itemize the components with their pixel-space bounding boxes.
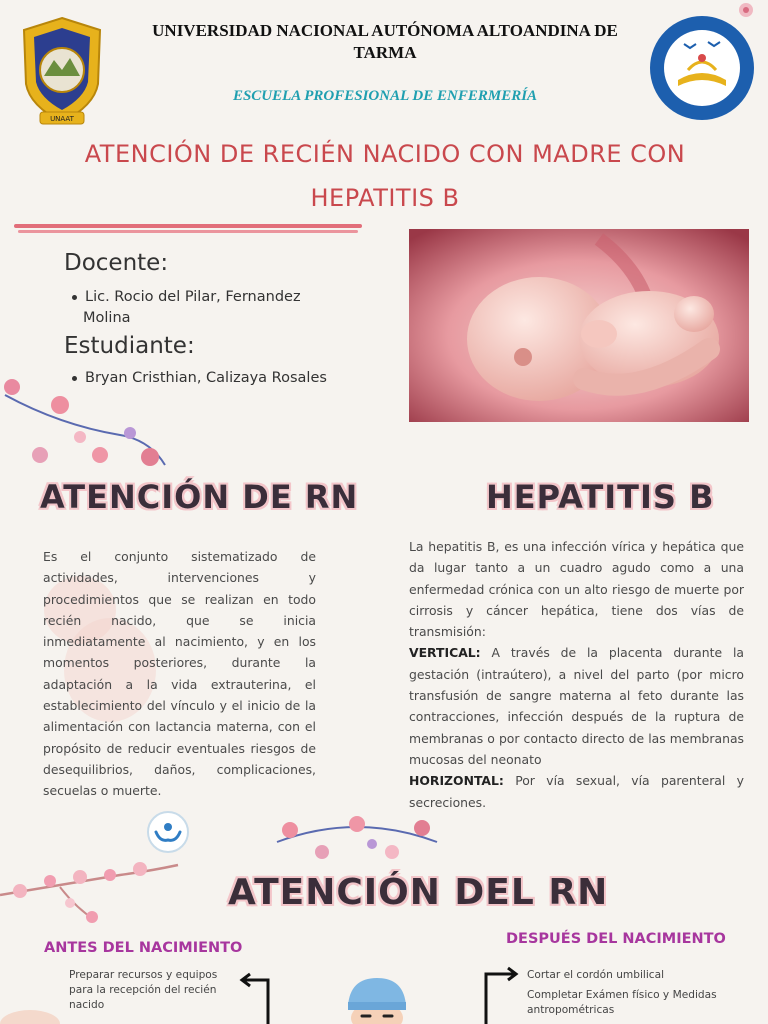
nursing-school-logo: [648, 14, 756, 122]
vertical-text: A través de la placenta durante la gestación (intraútero), a nivel del parto (por micro transfusión de sangre materna al feto durante las contracciones, infección después de la ruptura de membranas o por contacto directo de las membranas mucosas del neonato: [409, 645, 744, 767]
docente-name: [72, 287, 362, 329]
hepatitis-b-title: HEPATITIS B: [486, 478, 715, 516]
despues-nacimiento-title: DESPUÉS DEL NACIMIENTO: [506, 931, 726, 947]
hepatitis-b-text: [409, 536, 744, 813]
doctor-head-icon: [344, 976, 410, 1024]
despues-item-2: Completar Exámen físico y Medidas antropométricas: [527, 989, 717, 1016]
flower-garland-decoration-icon: [272, 812, 442, 864]
university-name: UNIVERSIDAD NACIONAL AUTÓNOMA ALTOANDINA DE TARMA: [152, 21, 618, 62]
poster-title: [70, 132, 700, 220]
atencion-rn-title: ATENCIÓN DE RN: [40, 478, 359, 516]
baby-care-icon: [146, 810, 190, 854]
horizontal-text: Por vía sexual, vía parenteral y secreciones.: [409, 773, 744, 810]
despues-item-1: Cortar el cordón umbilical: [527, 969, 665, 981]
bullet-icon: [72, 295, 77, 300]
university-shield-logo: [18, 14, 106, 126]
estudiante-label: Estudiante:: [64, 333, 195, 359]
fetus-image: [409, 229, 749, 422]
antes-nacimiento-title: ANTES DEL NACIMIENTO: [44, 940, 243, 956]
vertical-label: VERTICAL:: [409, 645, 481, 661]
antes-item: Preparar recursos y equipos para la recepción del recién nacido: [69, 969, 218, 1011]
atencion-del-rn-title: ATENCIÓN DEL RN: [228, 872, 609, 913]
title-divider: [14, 222, 362, 236]
flower-vine-decoration-icon: [0, 375, 170, 475]
right-arrow-icon: [478, 964, 524, 1024]
estudiante-name-text: Bryan Cristhian, Calizaya Rosales: [85, 370, 327, 386]
flower-decoration-icon: [728, 0, 768, 22]
poster-title-line1: ATENCIÓN DE RECIÉN NACIDO CON MADRE CON: [84, 140, 686, 168]
atencion-rn-text: Es el conjunto sistematizado de actividades, intervenciones y procedimientos que se realizan en todo recién nacido, que se inicia inmediatamente al nacimiento, y en los momentos posteriores, durante la adaptación a la vida extrauterina, el establecimiento del vínculo y el inicio de la alimentación con lactancia materna, con el propósito de reducir eventuales riesgos de desequilibrios, daños, complicaciones, secuelas o muerte.: [43, 549, 316, 799]
docente-name-line1: Lic. Rocio del Pilar, Fernandez: [85, 289, 301, 305]
horizontal-label: HORIZONTAL:: [409, 773, 504, 789]
docente-name-line2: Molina: [83, 310, 131, 326]
poster-title-line2: HEPATITIS B: [310, 184, 460, 212]
corner-decoration-icon: [0, 1000, 60, 1024]
docente-label: Docente:: [64, 250, 169, 276]
hepatitis-intro: La hepatitis B, es una infección vírica y hepática que da lugar tanto a un cuadro agudo como a una enfermedad crónica con un alto riesgo de muerte por cirrosis y cáncer hepática, tiene dos vías de transmisión:: [409, 539, 744, 640]
cherry-blossom-decoration-icon: [0, 855, 180, 935]
school-name: ESCUELA PROFESIONAL DE ENFERMERÍA: [232, 88, 538, 104]
logo-text: UNAAT: [50, 115, 74, 123]
left-arrow-icon: [236, 972, 276, 1024]
